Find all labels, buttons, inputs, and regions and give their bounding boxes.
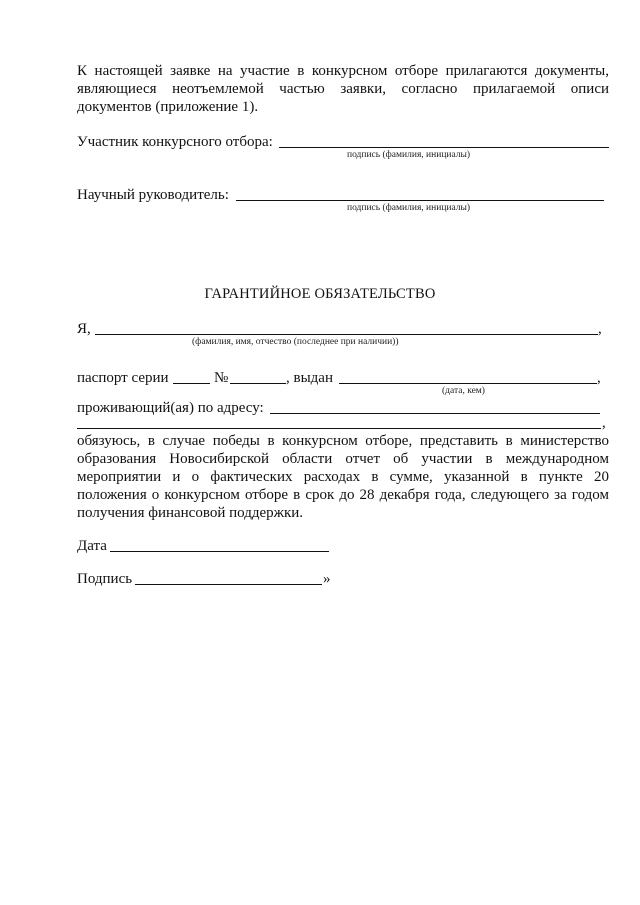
body-line-3: мероприятии и о фактических расходах в сумме, указанной в пункте 20	[77, 469, 609, 485]
address-end-comma: ,	[602, 415, 606, 431]
participant-caption: подпись (фамилия, инициалы)	[347, 150, 471, 160]
intro-line-1: К настоящей заявке на участие в конкурсном отборе прилагаются документы,	[77, 63, 609, 79]
body-line-5: получения финансовой поддержки.	[77, 505, 304, 521]
issued-caption: (дата, кем)	[442, 386, 485, 396]
date-line[interactable]	[110, 551, 329, 552]
passport-number-line[interactable]	[230, 383, 286, 384]
intro-line-3: документов (приложение 1).	[77, 99, 259, 115]
issued-end-comma: ,	[597, 370, 601, 386]
issued-by-line[interactable]	[339, 383, 597, 384]
signature-label: Подпись	[77, 571, 133, 587]
supervisor-label: Научный руководитель:	[77, 187, 229, 203]
participant-signature-line[interactable]	[279, 147, 609, 148]
signature-line[interactable]	[135, 584, 322, 585]
closing-quote: »	[323, 571, 331, 587]
body-line-1: обязуюсь, в случае победы в конкурсном отборе, представить в министерство	[77, 433, 609, 449]
full-name-line[interactable]	[95, 334, 598, 335]
address-label: проживающий(ая) по адресу:	[77, 400, 264, 416]
participant-label: Участник конкурсного отбора:	[77, 134, 273, 150]
body-line-4: положения о конкурсном отборе в срок до 28 декабря года, следующего за годом	[77, 487, 609, 503]
guarantee-title: ГАРАНТИЙНОЕ ОБЯЗАТЕЛЬСТВО	[204, 286, 436, 302]
passport-label: паспорт серии	[77, 370, 169, 386]
supervisor-signature-line[interactable]	[236, 200, 604, 201]
i-end-comma: ,	[598, 321, 602, 337]
body-line-2: образования Новосибирской области отчет об участии в международном	[77, 451, 609, 467]
name-caption: (фамилия, имя, отчество (последнее при наличии))	[192, 337, 399, 347]
address-line-1[interactable]	[270, 413, 600, 414]
passport-series-line[interactable]	[173, 383, 210, 384]
supervisor-caption: подпись (фамилия, инициалы)	[347, 203, 471, 213]
issued-label: , выдан	[286, 370, 333, 386]
passport-number-sign: №	[214, 370, 229, 386]
address-line-2[interactable]	[77, 428, 601, 429]
intro-line-2: являющиеся неотъемлемой частью заявки, согласно прилагаемой описи	[77, 81, 609, 97]
i-label: Я,	[77, 321, 91, 337]
date-label: Дата	[77, 538, 107, 554]
